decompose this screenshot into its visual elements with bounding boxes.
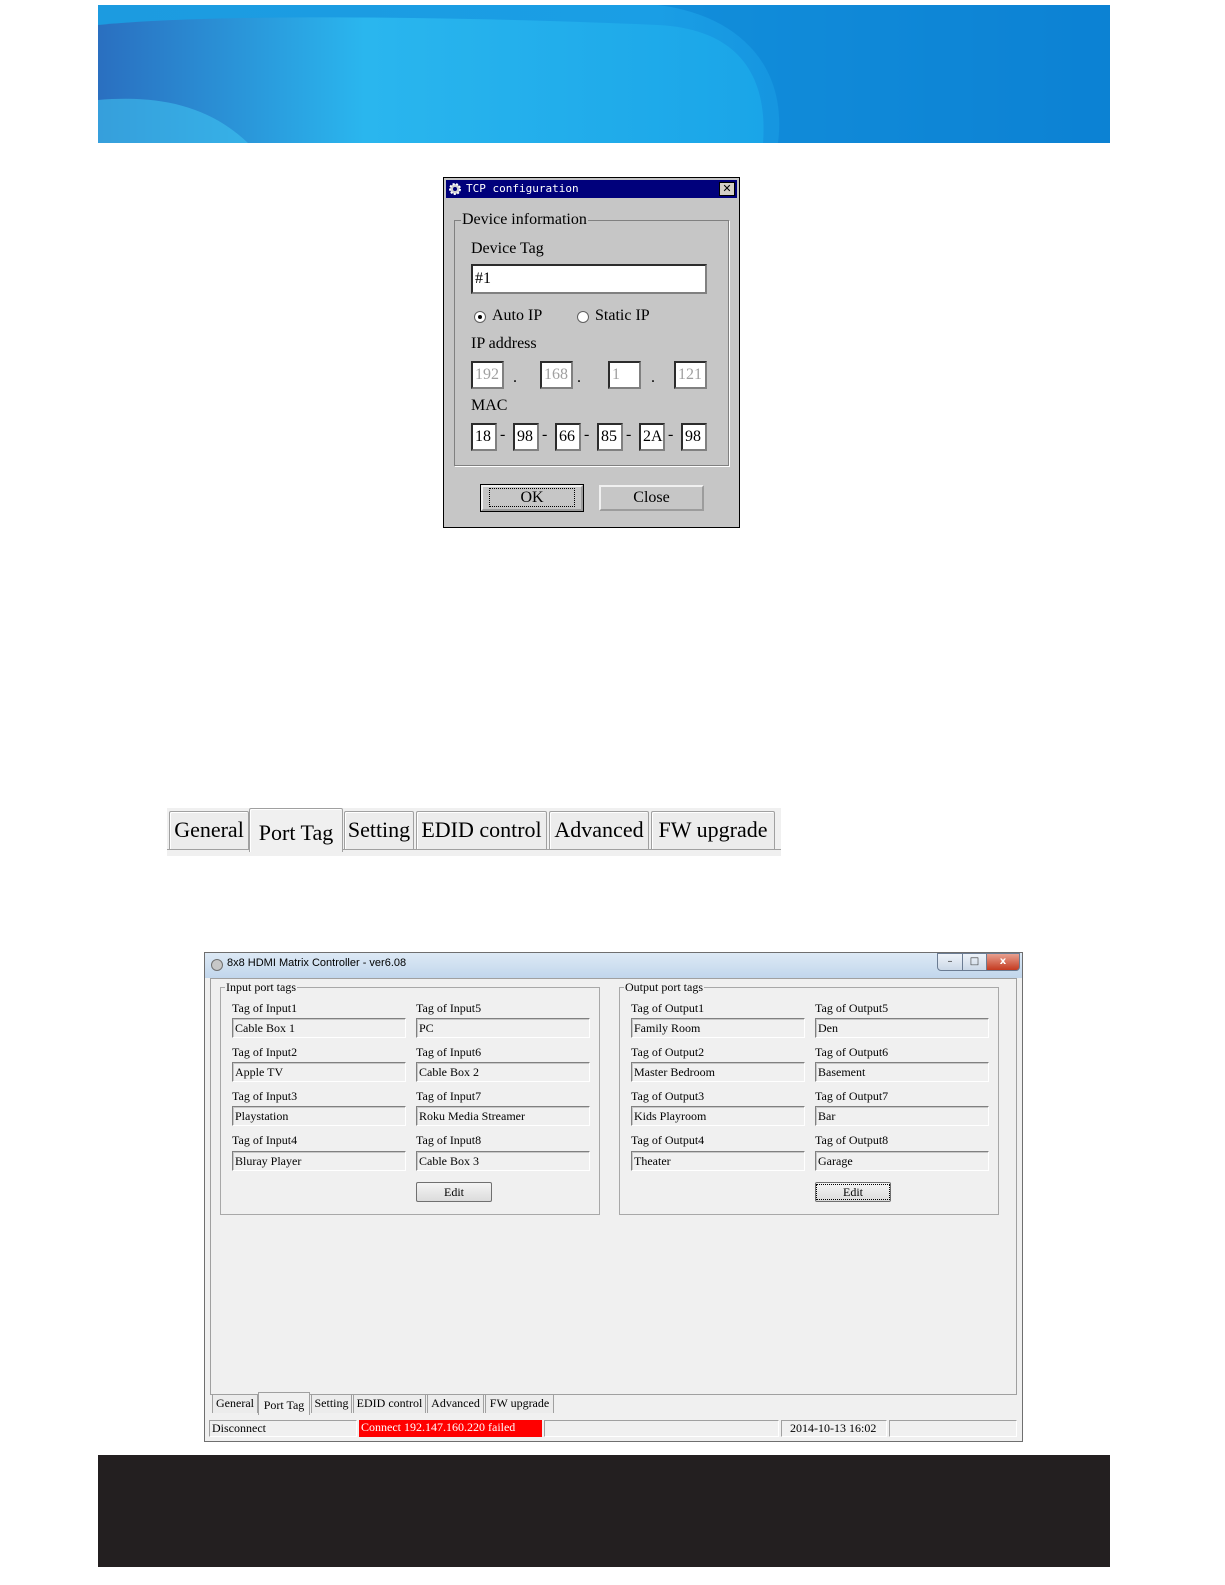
input4-label: Tag of Input4 [232, 1133, 298, 1147]
gear-icon [448, 182, 462, 196]
ip-address-label: IP address [471, 335, 537, 352]
mac-separator: - [626, 426, 632, 443]
input2-label: Tag of Input2 [232, 1045, 298, 1059]
input7-tag-field[interactable]: Roku Media Streamer [416, 1106, 590, 1126]
input3-label: Tag of Input3 [232, 1089, 298, 1103]
close-icon[interactable]: ✕ [719, 182, 735, 196]
output1-tag-field[interactable]: Family Room [631, 1018, 805, 1038]
mac-separator: - [500, 426, 506, 443]
minimize-icon[interactable]: – [937, 953, 963, 971]
ip-octet-1-input[interactable]: 192 [471, 361, 504, 389]
output7-tag-field[interactable]: Bar [815, 1106, 989, 1126]
input7-label: Tag of Input7 [416, 1089, 482, 1103]
input1-label: Tag of Input1 [232, 1001, 298, 1015]
tab-general-small[interactable]: General [212, 1394, 258, 1413]
input8-label: Tag of Input8 [416, 1133, 482, 1147]
ip-octet-3-input[interactable]: 1 [608, 361, 641, 389]
output6-tag-field[interactable]: Basement [815, 1062, 989, 1082]
close-icon[interactable]: x [986, 953, 1020, 971]
mac-part-3-input[interactable]: 66 [555, 423, 581, 451]
mac-part-1-input[interactable]: 18 [471, 423, 497, 451]
output3-tag-field[interactable]: Kids Playroom [631, 1106, 805, 1126]
window-title: 8x8 HDMI Matrix Controller - ver6.08 [227, 957, 407, 969]
close-button[interactable]: Close [599, 485, 704, 511]
ok-button[interactable] [481, 485, 583, 511]
tab-advanced[interactable]: Advanced [549, 811, 649, 849]
tab-setting[interactable]: Setting [344, 811, 414, 849]
output3-label: Tag of Output3 [631, 1089, 705, 1103]
status-empty-cell [889, 1420, 1017, 1437]
output4-label: Tag of Output4 [631, 1133, 705, 1147]
ip-separator: . [651, 369, 655, 386]
status-error-message: Connect 192.147.160.220 failed [359, 1420, 542, 1437]
ip-octet-4-input[interactable]: 121 [674, 361, 707, 389]
output6-label: Tag of Output6 [815, 1045, 889, 1059]
tab-advanced-small[interactable]: Advanced [427, 1394, 484, 1413]
maximize-icon[interactable]: □ [962, 953, 987, 971]
tab-port-tag[interactable]: Port Tag [249, 808, 343, 852]
tab-port-tag-small[interactable]: Port Tag [258, 1392, 310, 1415]
tab-general[interactable]: General [169, 811, 249, 849]
input5-label: Tag of Input5 [416, 1001, 482, 1015]
ip-separator: . [513, 369, 517, 386]
input-group-legend: Input port tags [226, 980, 296, 994]
input4-tag-field[interactable]: Bluray Player [232, 1151, 406, 1171]
input6-tag-field[interactable]: Cable Box 2 [416, 1062, 590, 1082]
input2-tag-field[interactable]: Apple TV [232, 1062, 406, 1082]
tab-edid-control[interactable]: EDID control [416, 811, 547, 849]
mac-part-6-input[interactable]: 98 [681, 423, 707, 451]
mac-part-2-input[interactable]: 98 [513, 423, 539, 451]
mac-label: MAC [471, 397, 508, 414]
output8-tag-field[interactable]: Garage [815, 1151, 989, 1171]
status-datetime: 2014-10-13 16:02 [781, 1420, 887, 1437]
output-edit-label: Edit [816, 1184, 890, 1200]
input1-tag-field[interactable]: Cable Box 1 [232, 1018, 406, 1038]
mac-part-5-input[interactable]: 2A [639, 423, 665, 451]
output4-tag-field[interactable]: Theater [631, 1151, 805, 1171]
output-edit-button[interactable] [815, 1182, 891, 1202]
output5-label: Tag of Output5 [815, 1001, 889, 1015]
mac-separator: - [668, 426, 674, 443]
mac-separator: - [584, 426, 590, 443]
output5-tag-field[interactable]: Den [815, 1018, 989, 1038]
window-titlebar[interactable] [205, 953, 1022, 978]
device-tag-input[interactable]: #1 [471, 264, 707, 294]
status-connection: Disconnect [209, 1420, 357, 1437]
output-group-legend: Output port tags [625, 980, 703, 994]
status-bar [209, 1420, 1017, 1437]
input3-tag-field[interactable]: Playstation [232, 1106, 406, 1126]
tab-setting-small[interactable]: Setting [311, 1394, 352, 1413]
status-empty-cell [544, 1420, 779, 1437]
header-banner [98, 5, 1110, 143]
ip-octet-2-input[interactable]: 168 [540, 361, 573, 389]
auto-ip-label[interactable]: Auto IP [492, 307, 543, 324]
input-edit-button[interactable]: Edit [416, 1182, 492, 1202]
tab-strip-zoomed [167, 808, 781, 856]
output2-label: Tag of Output2 [631, 1045, 705, 1059]
static-ip-radio[interactable] [577, 311, 589, 323]
input6-label: Tag of Input6 [416, 1045, 482, 1059]
tab-edid-control-small[interactable]: EDID control [353, 1394, 426, 1413]
tcp-dialog-titlebar[interactable] [446, 180, 737, 198]
app-icon [211, 959, 223, 971]
device-information-legend: Device information [462, 211, 587, 228]
ip-separator: . [577, 369, 581, 386]
footer-band [98, 1455, 1110, 1567]
tcp-config-dialog [443, 177, 740, 528]
auto-ip-radio[interactable] [474, 311, 486, 323]
output2-tag-field[interactable]: Master Bedroom [631, 1062, 805, 1082]
device-tag-label: Device Tag [471, 240, 544, 257]
mac-separator: - [542, 426, 548, 443]
ok-button-label: OK [489, 488, 574, 507]
banner-graphic [98, 5, 1110, 143]
tab-fw-upgrade[interactable]: FW upgrade [651, 811, 775, 849]
static-ip-label[interactable]: Static IP [595, 307, 650, 324]
input8-tag-field[interactable]: Cable Box 3 [416, 1151, 590, 1171]
input5-tag-field[interactable]: PC [416, 1018, 590, 1038]
output1-label: Tag of Output1 [631, 1001, 705, 1015]
output8-label: Tag of Output8 [815, 1133, 889, 1147]
mac-part-4-input[interactable]: 85 [597, 423, 623, 451]
output7-label: Tag of Output7 [815, 1089, 889, 1103]
tcp-dialog-title: TCP configuration [466, 182, 579, 195]
tab-fw-upgrade-small[interactable]: FW upgrade [485, 1394, 554, 1413]
